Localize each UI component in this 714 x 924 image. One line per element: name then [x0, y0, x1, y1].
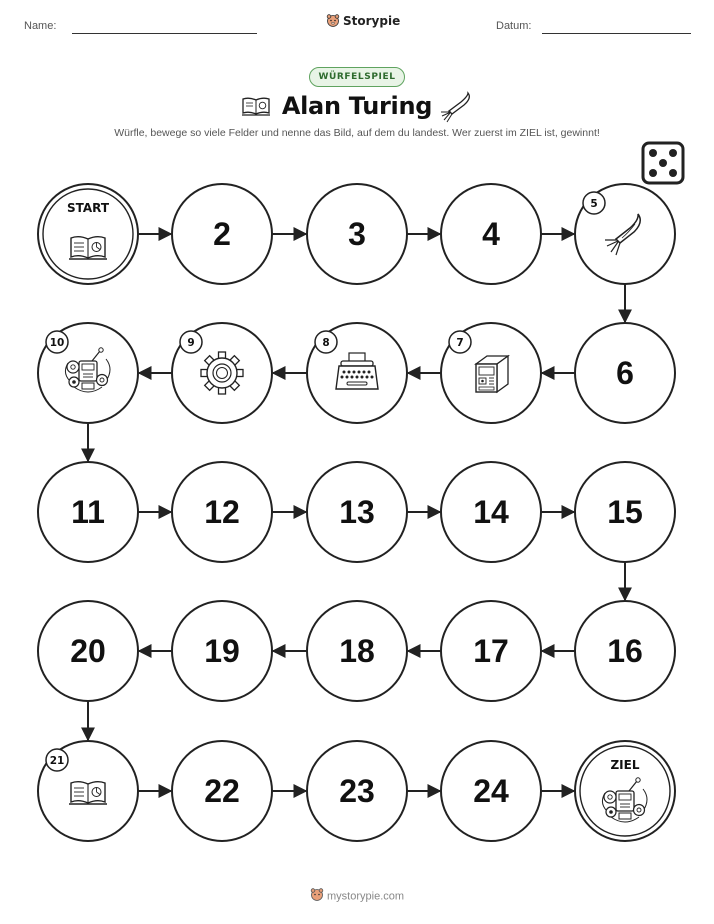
- board-cell-12: [172, 462, 272, 562]
- game-type-badge: WÜRFELSPIEL: [309, 67, 405, 87]
- cell-label: ZIEL: [610, 758, 640, 772]
- dice-pip: [669, 149, 677, 157]
- date-label: Datum:: [496, 20, 532, 32]
- cell-number: 18: [339, 633, 375, 669]
- board-cell-13: [307, 462, 407, 562]
- board-cell-16: [575, 601, 675, 701]
- cell-number: 24: [473, 773, 509, 809]
- board-cell-23: [307, 741, 407, 841]
- board-cell-15: [575, 462, 675, 562]
- cell-number: 3: [348, 216, 366, 252]
- board-cell-14: [441, 462, 541, 562]
- book-icon: [69, 782, 107, 804]
- cell-badge-number: 21: [49, 755, 65, 767]
- cell-number: 15: [607, 494, 643, 530]
- board-cells: [38, 184, 675, 841]
- cell-number: 19: [204, 633, 240, 669]
- board-cell-10: [38, 323, 138, 423]
- dice-pip: [649, 149, 657, 157]
- board-cell-7: [441, 323, 541, 423]
- computer-cabinet-icon: [476, 356, 508, 392]
- cell-number: 11: [71, 494, 105, 530]
- footer-url: mystorypie.com: [327, 890, 405, 903]
- brand-name: Storypie: [343, 14, 401, 28]
- cell-number: 23: [339, 773, 375, 809]
- book-icon: [69, 237, 107, 259]
- board-cell-18: [307, 601, 407, 701]
- board-cell-19: [172, 601, 272, 701]
- board-cell-8: [307, 323, 407, 423]
- cell-badge-number: 10: [49, 337, 65, 349]
- name-label: Name:: [24, 20, 57, 32]
- dice-pip: [659, 159, 667, 167]
- dice-icon: [643, 143, 683, 183]
- page-title: Alan Turing: [281, 92, 433, 120]
- cell-label: START: [66, 201, 110, 215]
- board-cell-5: [575, 184, 675, 284]
- cell-circle: [38, 184, 138, 284]
- cell-number: 22: [204, 773, 240, 809]
- board-cell-21: [38, 741, 138, 841]
- board-cell-4: [441, 184, 541, 284]
- cell-badge-number: 9: [187, 337, 195, 349]
- board-cell-17: [441, 601, 541, 701]
- gear-icon: [201, 352, 243, 394]
- board-cell-3: [307, 184, 407, 284]
- instructions: Würfle, bewege so viele Felder und nenne das Bild, auf dem du landest. Wer zuerst im ZIEL ist, gewinnt!: [114, 127, 600, 139]
- cell-number: 4: [482, 216, 500, 252]
- dice-pip: [649, 169, 657, 177]
- cell-badge-number: 7: [456, 337, 464, 349]
- dice-pip: [669, 169, 677, 177]
- start-cell: [38, 184, 138, 284]
- cell-number: 2: [213, 216, 231, 252]
- cell-number: 20: [70, 633, 106, 669]
- board-cell-9: [172, 323, 272, 423]
- board-cell-11: [38, 462, 138, 562]
- board-cell-2: [172, 184, 272, 284]
- cell-number: 6: [616, 355, 634, 391]
- board-cell-20: [38, 601, 138, 701]
- footer-mascot-icon: [310, 888, 324, 905]
- board-cell-22: [172, 741, 272, 841]
- cell-badge-number: 8: [322, 337, 330, 349]
- cell-number: 12: [204, 494, 240, 530]
- footer: [0, 888, 714, 905]
- cell-badge-number: 5: [590, 198, 598, 210]
- cell-number: 13: [339, 494, 375, 530]
- board-cell-24: [441, 741, 541, 841]
- cell-number: 17: [473, 633, 509, 669]
- board-cell-6: [575, 323, 675, 423]
- cell-number: 14: [473, 494, 509, 530]
- cell-number: 16: [607, 633, 643, 669]
- finish-cell: [575, 741, 675, 841]
